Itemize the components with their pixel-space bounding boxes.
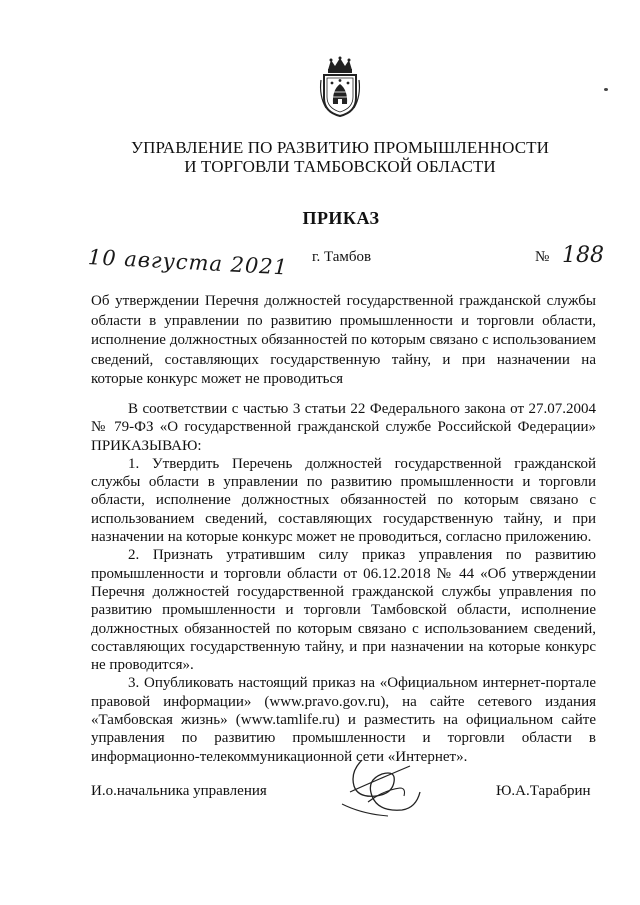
signatory-name: Ю.А.Тарабрин: [496, 783, 591, 799]
city-label: г. Тамбов: [312, 249, 372, 265]
paragraph-preamble: В соответствии с частью 3 статьи 22 Федерального закона от 27.07.2004 № 79-ФЗ «О государственной гражданской службе Российской Федерации» ПРИКАЗЫВАЮ:: [91, 401, 596, 454]
document-title: ПРИКАЗ: [302, 208, 380, 228]
coat-of-arms-icon: [318, 56, 362, 118]
signatory-role: И.о.начальника управления: [91, 783, 267, 799]
margin-mark: [604, 88, 608, 91]
paragraph-item-1: 1. Утвердить Перечень должностей государственной гражданской службы области в управлении по развитию промышленности и торговли области, исполнение должностных обязанностей по которым связано с использованием сведений, составляющих государственную тайну, и при назначении на которые конкурс может не проводиться, согласно приложению.: [91, 455, 596, 546]
document-body: [91, 400, 596, 766]
paragraph-item-3: 3. Опубликовать настоящий приказ на «Официальном интернет-портале правовой информации» (www.pravo.gov.ru), на сайте сетевого издания «Тамбовская жизнь» (www.tamlife.ru) и разместить на официальном сайте управления по развитию промышленности и торговли области в информационно-телекоммуникационной сети «Интернет».: [91, 675, 596, 765]
number-label: №: [535, 249, 550, 265]
document-subject: Об утверждении Перечня должностей государственной гражданской службы области в управлении по развитию промышленности и торговли области, исполнение должностных обязанностей по которым связано с использованием сведений, составляющих государственную тайну, и при назначении на которые конкурс может не проводиться: [91, 293, 596, 387]
org-name-line2: И ТОРГОВЛИ ТАМБОВСКОЙ ОБЛАСТИ: [184, 157, 496, 176]
handwritten-number: 188: [562, 243, 604, 268]
handwritten-date: 10 августа 2021: [87, 245, 289, 280]
handwritten-signature-icon: [332, 752, 432, 822]
paragraph-item-2: 2. Признать утратившим силу приказ управления по развитию промышленности и торговли области от 06.12.2018 № 44 «Об утверждении Перечня должностей государственной гражданской службы управления по развитию промышленности и торговли Тамбовской области, исполнение должностных обязанностей по которым связано с использованием сведений, составляющих государственную тайну, и при назначении на которые конкурс не проводится».: [91, 547, 596, 674]
org-name-line1: УПРАВЛЕНИЕ ПО РАЗВИТИЮ ПРОМЫШЛЕННОСТИ: [130, 138, 550, 157]
